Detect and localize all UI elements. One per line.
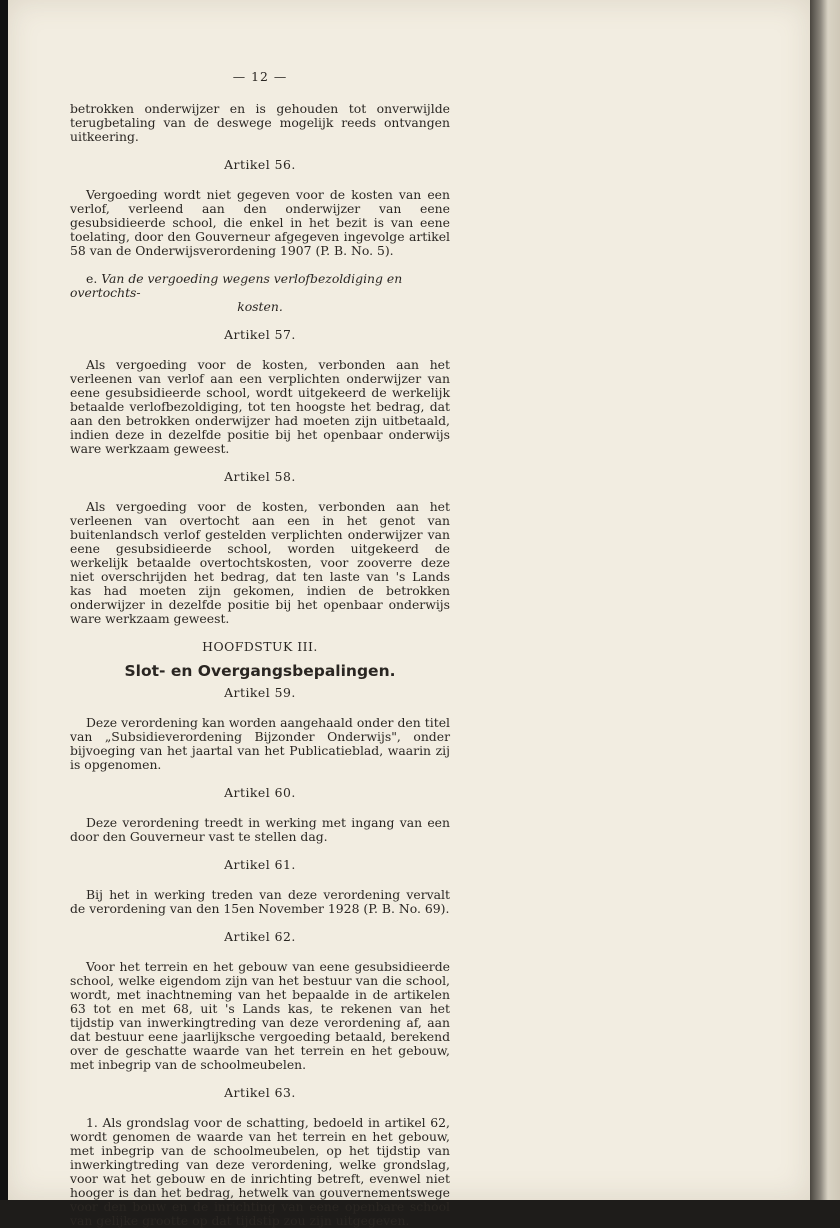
chapter-heading: Slot- en Overgangsbepalingen. (124, 662, 396, 680)
article-58-title: Artikel 58. (224, 469, 296, 484)
article-58-text: Als vergoeding voor de kosten, verbonden aan het verleenen van overtocht aan een in het genot van buitenlandsch verlof gestelden verplichten onderwijzer van eene gesubsidieerde school, worden uitgekeerd de werkelijk betaalde overtochtskosten, voor zooverre deze niet overschrijden het bedrag, dat ten laste van 's Lands kas had moeten zijn gekomen, indien de betrokken onderwijzer in dezelfde positie bij het openbaar onderwijs ware werkzaam geweest. (70, 499, 450, 626)
chapter-title: HOOFDSTUK III. (202, 639, 318, 654)
article-56-title: Artikel 56. (224, 157, 296, 172)
article-61-text: Bij het in werking treden van deze verordening vervalt de verordening van den 15en November 1928 (P. B. No. 69). (70, 887, 450, 916)
scan-left-edge (0, 0, 8, 1200)
article-61-title: Artikel 61. (224, 857, 296, 872)
section-e-label: e. (86, 271, 98, 286)
page-content (70, 70, 450, 1228)
book-spine-edge (810, 0, 840, 1200)
intro-paragraph: betrokken onderwijzer en is gehouden tot onverwijlde terugbetaling van de deswege mogelijk reeds ontvangen uitkeering. (70, 101, 450, 144)
article-62-text: Voor het terrein en het gebouw van eene gesubsidieerde school, welke eigendom zijn van het bestuur van die school, wordt, met inachtneming van het bepaalde in de artikelen 63 tot en met 68, uit 's Lands kas, te rekenen van het tijdstip van inwerkingtreding van deze verordening af, aan dat bestuur eene jaarlijksche vergoeding betaald, berekend over de geschatte waarde van het terrein en het gebouw, met inbegrip van de schoolmeubelen. (70, 959, 450, 1072)
section-e-line1: Van de vergoeding wegens verlofbezoldiging en overtochts- (70, 271, 403, 300)
article-63-title: Artikel 63. (224, 1085, 296, 1100)
article-62-title: Artikel 62. (224, 929, 296, 944)
section-e-heading (70, 272, 450, 314)
article-60-text: Deze verordening treedt in werking met ingang van een door den Gouverneur vast te stellen dag. (70, 815, 450, 844)
article-59-title: Artikel 59. (224, 685, 296, 700)
article-57-title: Artikel 57. (224, 327, 296, 342)
document-page (8, 0, 810, 1228)
section-e-line2: kosten. (237, 299, 283, 314)
page-number: — 12 — (232, 69, 288, 84)
article-57-text: Als vergoeding voor de kosten, verbonden aan het verleenen van verlof aan een verplichten onderwijzer van eene gesubsidieerde school, wordt uitgekeerd de werkelijk betaalde verlofbezoldiging, tot ten hoogste het bedrag, dat aan den betrokken onderwijzer had moeten zijn uitbetaald, indien deze in dezelfde positie bij het openbaar onderwijs ware werkzaam geweest. (70, 357, 450, 456)
article-60-title: Artikel 60. (224, 785, 296, 800)
article-56-text: Vergoeding wordt niet gegeven voor de kosten van een verlof, verleend aan den onderwijzer van eene gesubsidieerde school, die enkel in het bezit is van eene toelating, door den Gouverneur afgegeven ingevolge artikel 58 van de Onderwijsverordening 1907 (P. B. No. 5). (70, 187, 450, 258)
article-63-text: 1. Als grondslag voor de schatting, bedoeld in artikel 62, wordt genomen de waarde van het terrein en het gebouw, met inbegrip van de schoolmeubelen, op het tijdstip van inwerkingtreding van deze verordening, welke grondslag, voor wat het gebouw en de inrichting betreft, evenwel niet hooger is dan het bedrag, hetwelk van gouvernementswege voor den bouw en de inrichting van eene openbare school van gelijke grootte op dat tijdstip zou zijn uitgegeven. (70, 1115, 450, 1228)
article-59-text: Deze verordening kan worden aangehaald onder den titel van „Subsidieverordening Bijzonder Onderwijs", onder bijvoeging van het jaartal van het Publicatieblad, waarin zij is opgenomen. (70, 715, 450, 772)
